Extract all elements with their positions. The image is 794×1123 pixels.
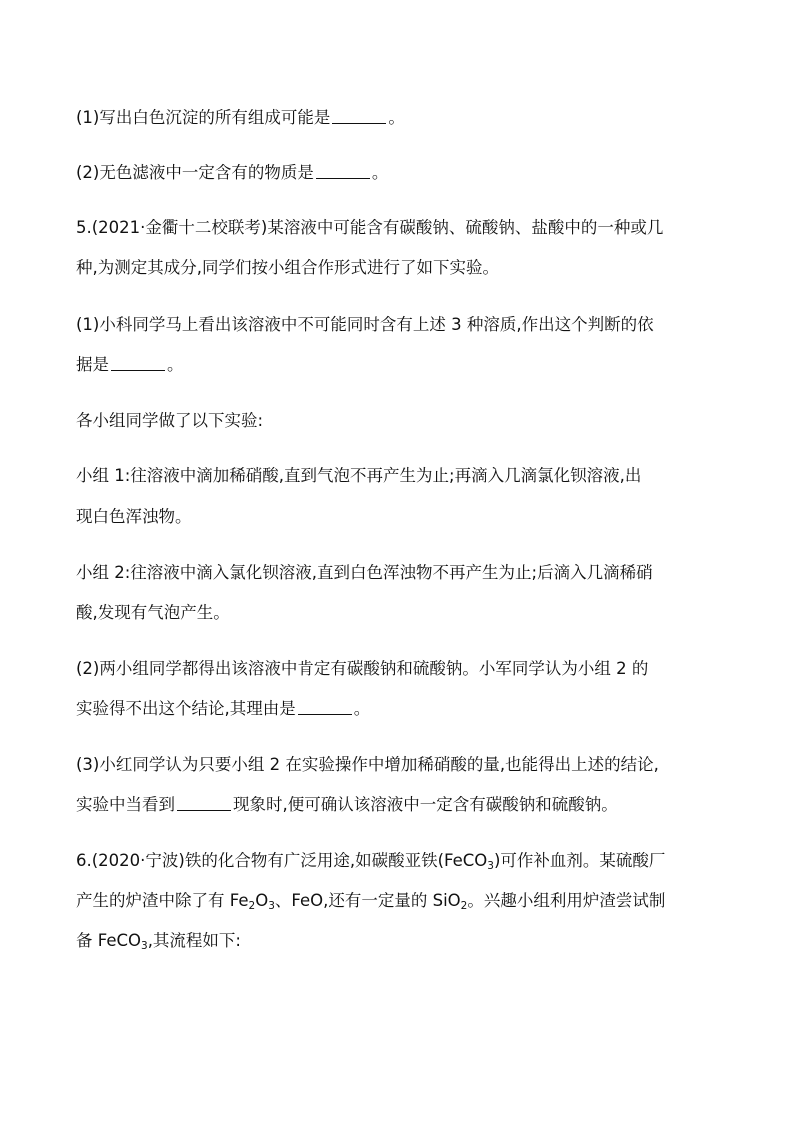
q5-part3-line1: (3)小红同学认为只要小组 2 在实验操作中增加稀硝酸的量,也能得出上述的结论,: [76, 755, 659, 774]
q6-line2-text-d: 。兴趣小组利用炉渣尝试制: [467, 891, 666, 910]
q5-part1-line1: (1)小科同学马上看出该溶液中不可能同时含有上述 3 种溶质,作出这个判断的依: [76, 315, 654, 334]
q6-line1-text-b: )可作补血剂。某硫酸厂: [493, 851, 666, 870]
q5-part3-end: 现象时,便可确认该溶液中一定含有碳酸钠和硫酸钠。: [233, 795, 618, 814]
q5-group1-line1: 小组 1:往溶液中滴加稀硝酸,直到气泡不再产生为止;再滴入几滴氯化钡溶液,出: [76, 466, 642, 485]
q5-part2-line2: [76, 699, 370, 719]
q5-group2-line2: 酸,发现有气泡产生。: [76, 603, 230, 622]
q5-group1-line2: 现白色浑浊物。: [76, 507, 192, 526]
q5-stem-line2: 种,为测定其成分,同学们按小组合作形式进行了如下实验。: [76, 258, 499, 277]
q6-line3-text-a: 备 FeCO: [76, 931, 141, 950]
q6-line1: [76, 851, 665, 871]
q6-line3-text-b: ,其流程如下:: [147, 931, 241, 950]
subscript: 3: [141, 940, 148, 952]
q5-part2-line1: (2)两小组同学都得出该溶液中肯定有碳酸钠和硫酸钠。小军同学认为小组 2 的: [76, 659, 649, 678]
q5-part1-line2: [76, 355, 184, 375]
answer-blank[interactable]: [332, 109, 386, 124]
answer-blank[interactable]: [298, 700, 352, 715]
answer-blank[interactable]: [177, 796, 231, 811]
q4-part1-text: (1)写出白色沉淀的所有组成可能是: [76, 108, 331, 127]
q6-line1-text-a: 6.(2020·宁波)铁的化合物有广泛用途,如碳酸亚铁(FeCO: [76, 851, 488, 870]
q4-part2: [76, 163, 388, 183]
q4-part2-end: 。: [371, 163, 389, 182]
q5-part3-text: 实验中当看到: [76, 795, 175, 814]
q6-line2-text-c: 、FeO,还有一定量的 SiO: [274, 891, 461, 910]
q5-group2-line1: 小组 2:往溶液中滴入氯化钡溶液,直到白色浑浊物不再产生为止;后滴入几滴稀硝: [76, 563, 653, 582]
q4-part1: [76, 108, 405, 128]
q6-line2-text-a: 产生的炉渣中除了有 Fe: [76, 891, 249, 910]
q5-stem-line1: 5.(2021·金衢十二校联考)某溶液中可能含有碳酸钠、硫酸钠、盐酸中的一种或几: [76, 218, 664, 237]
q5-part3-line2: [76, 795, 618, 815]
q6-line3: [76, 931, 241, 951]
q5-part2-text: 实验得不出这个结论,其理由是: [76, 699, 296, 718]
q4-part2-text: (2)无色滤液中一定含有的物质是: [76, 163, 314, 182]
q5-part1-text: 据是: [76, 355, 109, 374]
subscript: 2: [248, 900, 256, 912]
subscript: 3: [268, 900, 275, 912]
subscript: 2: [460, 900, 468, 912]
q5-part1-end: 。: [167, 355, 184, 374]
subscript: 3: [487, 860, 494, 872]
q5-part2-end: 。: [353, 699, 371, 718]
answer-blank[interactable]: [111, 356, 165, 371]
answer-blank[interactable]: [316, 164, 370, 179]
q4-part1-end: 。: [388, 108, 405, 127]
q6-line2: [76, 891, 665, 911]
q5-intro: 各小组同学做了以下实验:: [76, 411, 264, 430]
q6-line2-text-b: O: [255, 891, 269, 910]
